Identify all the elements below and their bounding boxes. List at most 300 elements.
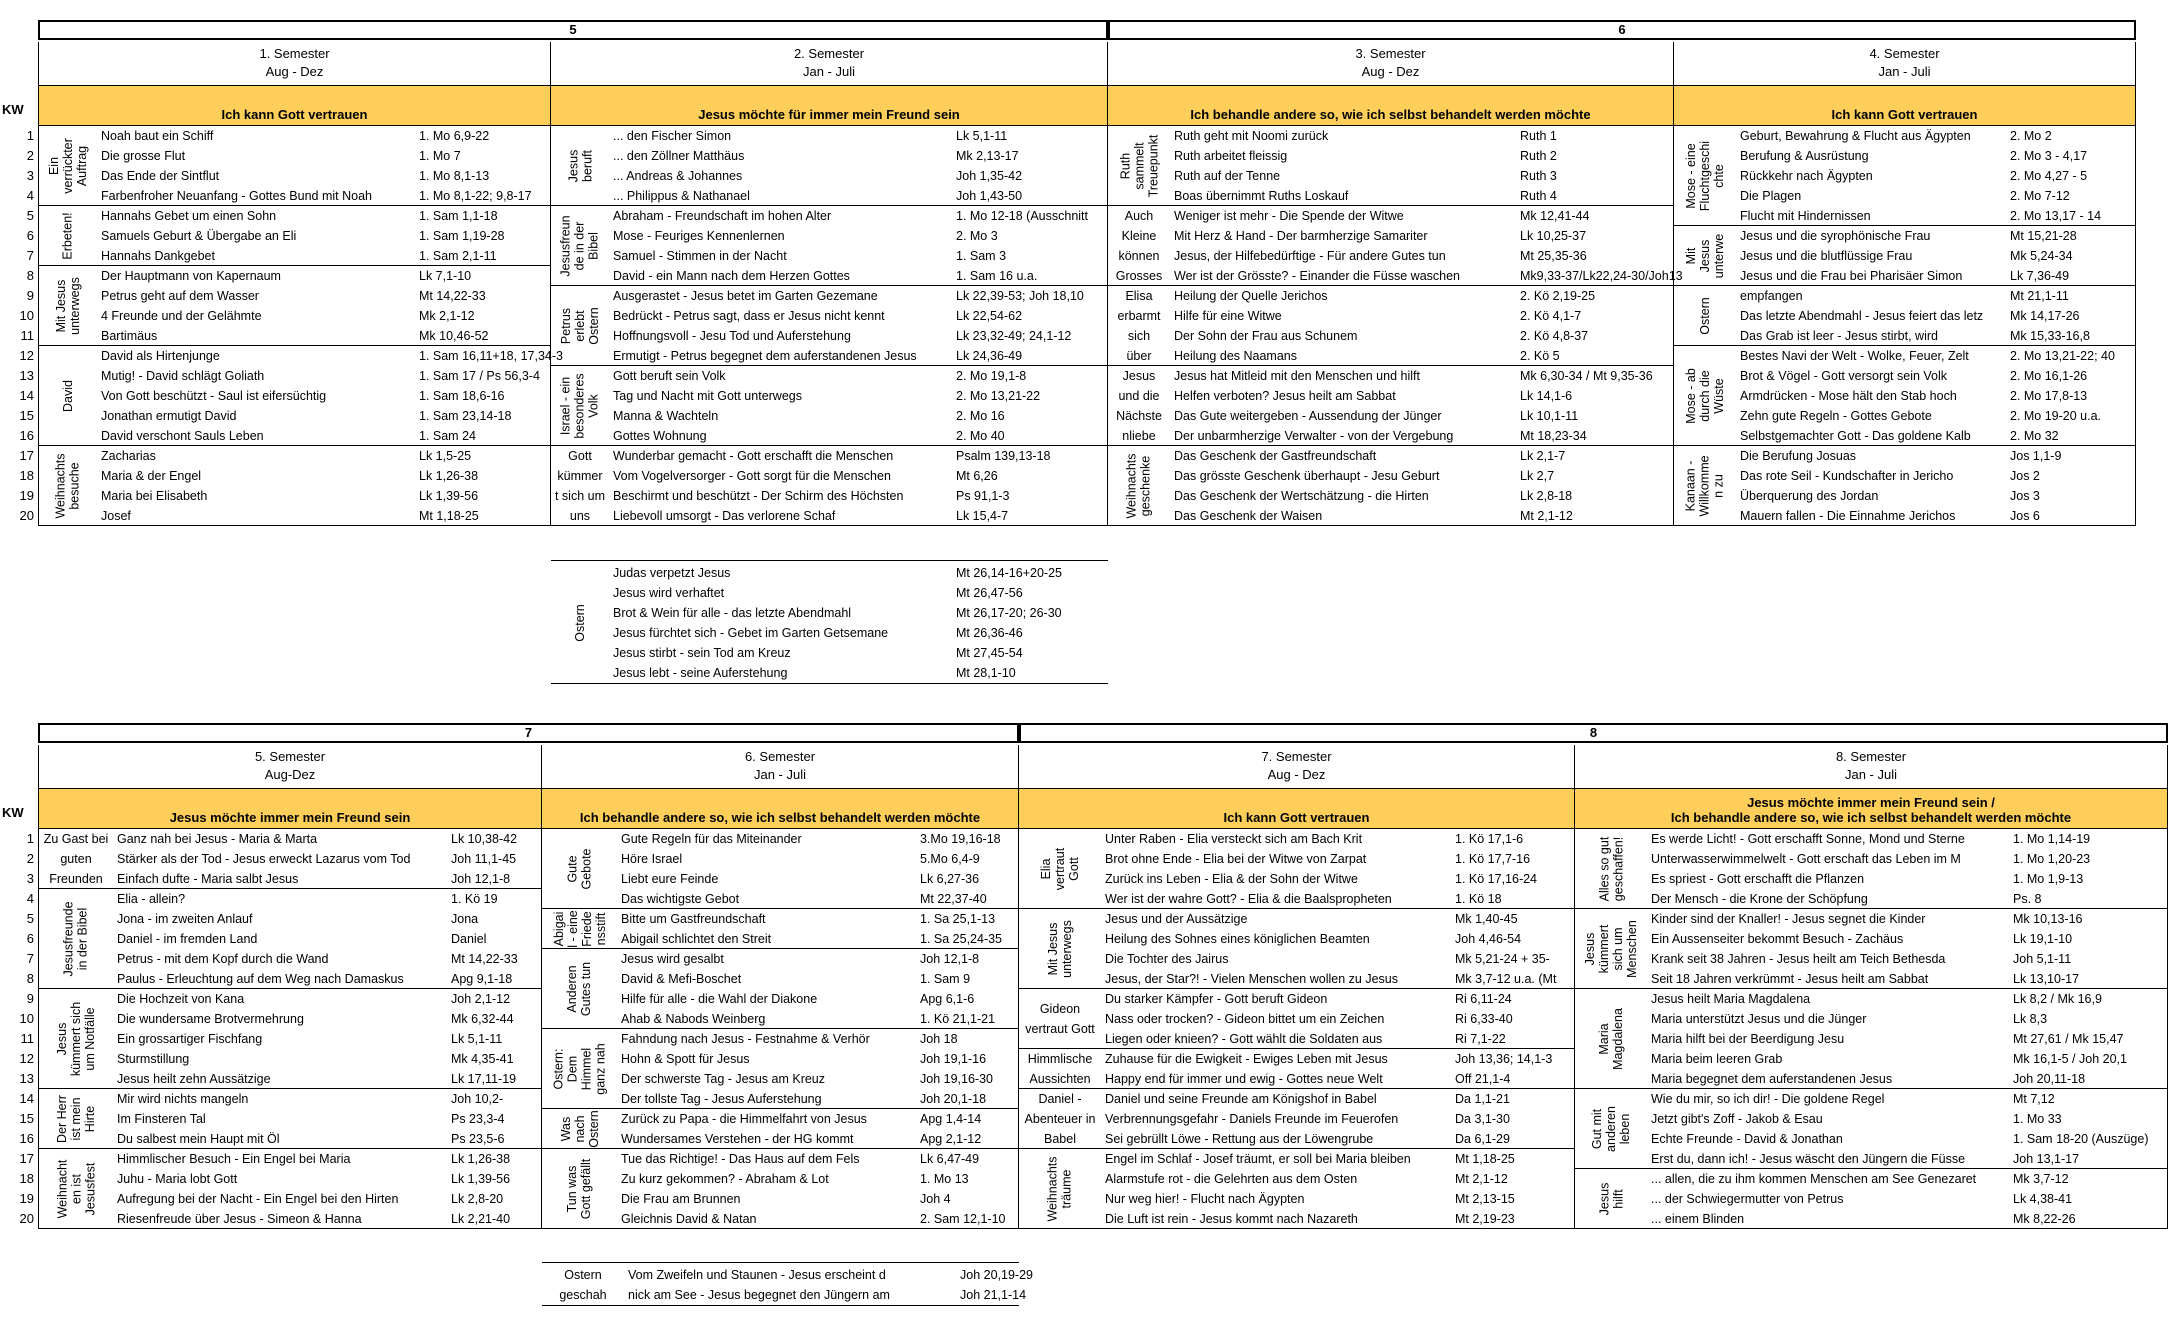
lesson-row	[1674, 286, 2135, 306]
lesson-title: Jesus fürchtet sich - Gebet im Garten Getsemane	[613, 626, 889, 640]
lesson-row	[39, 386, 550, 406]
group-label-text: Mit Jesus unterwe	[1683, 233, 1726, 278]
lesson-title: Hilfe für eine Witwe	[1174, 309, 1282, 323]
bible-reference: 1. Kö 19	[451, 892, 498, 906]
bible-reference: Ruth 2	[1520, 149, 1557, 163]
lesson-title: Hoffnungsvoll - Jesu Tod und Auferstehung	[613, 329, 851, 343]
group-label-text: Ostern: Dem Himmel ganz nah	[551, 1042, 608, 1095]
lesson-group	[1108, 206, 1683, 286]
lesson-title: Jesus wird verhaftet	[613, 586, 725, 600]
lesson-row	[39, 869, 541, 889]
bible-reference: Jos 6	[2010, 509, 2040, 523]
lesson-title: Berufung & Ausrüstung	[1740, 149, 1869, 163]
lesson-title: Einfach dufte - Maria salbt Jesus	[117, 872, 299, 886]
week-number: 20	[19, 508, 34, 523]
bible-reference: Joh 12,1-8	[451, 872, 511, 886]
semester-theme: Ich kann Gott vertrauen	[39, 86, 550, 126]
lesson-row	[551, 286, 1107, 306]
bible-reference: Mk 5,24-34	[2010, 249, 2073, 263]
bible-reference: Mk 1,40-45	[1455, 912, 1518, 926]
bible-reference: 2. Kö 4,8-37	[1520, 329, 1589, 343]
group-label-text: Alles so gut geschaffen!	[1597, 836, 1625, 901]
supplement-rows	[542, 1265, 1033, 1305]
week-number: 6	[26, 228, 34, 243]
lesson-title: Das letzte Abendmahl - Jesus feiert das letz	[1740, 309, 1984, 323]
bible-reference: 2. Mo 19,1-8	[956, 369, 1027, 383]
lesson-title: Bitte um Gastfreundschaft	[621, 912, 766, 926]
lesson-row	[1575, 869, 2167, 889]
lesson-group	[542, 829, 1018, 909]
bible-reference: 1. Sam 17 / Ps 56,3-4	[419, 369, 540, 383]
bible-reference: Mt 28,1-10	[956, 666, 1016, 680]
bible-reference: Lk 4,38-41	[2013, 1192, 2073, 1206]
lesson-title: Jesus und die Frau bei Pharisäer Simon	[1740, 269, 1963, 283]
week-number: 5	[26, 911, 34, 926]
lesson-title: ... den Fischer Simon	[613, 129, 732, 143]
bible-reference: Lk 7,1-10	[419, 269, 472, 283]
group-label-text: David	[61, 379, 75, 412]
bible-reference: Lk 15,4-7	[956, 509, 1009, 523]
lesson-title: nick am See - Jesus begegnet den Jüngern am	[628, 1288, 890, 1302]
lesson-title: Ganz nah bei Jesus - Maria & Marta	[117, 832, 318, 846]
lesson-title: Der Mensch - die Krone der Schöpfung	[1651, 892, 1868, 906]
lesson-title: Unter Raben - Elia versteckt sich am Bach Krit	[1105, 832, 1363, 846]
lesson-row	[1108, 406, 1673, 426]
bible-reference: Mt 27,61 / Mk 15,47	[2013, 1032, 2124, 1046]
lesson-title: Ruth auf der Tenne	[1174, 169, 1281, 183]
bible-reference: 1. Sam 2,1-11	[419, 249, 497, 263]
lesson-rows	[1575, 829, 2167, 1229]
bible-reference: Joh 13,1-17	[2013, 1152, 2080, 1166]
bible-reference: Mt 26,36-46	[956, 626, 1023, 640]
lesson-row	[1019, 949, 1574, 969]
lesson-title: Gott beruft sein Volk	[613, 369, 726, 383]
lesson-row	[1674, 206, 2135, 226]
bible-reference: Joh 10,2-	[451, 1092, 504, 1106]
week-number: 10	[19, 1011, 34, 1026]
bible-reference: 1. Sam 3	[956, 249, 1007, 263]
lesson-row	[39, 1109, 541, 1129]
bible-reference: Ruth 1	[1520, 129, 1557, 143]
semester-column	[38, 42, 563, 526]
lesson-title: 4 Freunde und der Gelähmte	[101, 309, 262, 323]
group-label-text: Abigai l - eine Friede nsstift	[551, 909, 608, 948]
bible-reference: Lk 2,7	[1520, 469, 1555, 483]
bible-reference: 3.Mo 19,16-18	[920, 832, 1001, 846]
semester-header	[39, 745, 541, 789]
lesson-row	[1108, 286, 1673, 306]
lesson-group	[39, 1149, 541, 1229]
lesson-title: Die Plagen	[1740, 189, 1802, 203]
lesson-title: ... Philippus & Nathanael	[613, 189, 750, 203]
bible-reference: 2. Mo 19-20 u.a.	[2010, 409, 2102, 423]
bible-reference: 1. Mo 8,1-13	[419, 169, 490, 183]
lesson-title: Das rote Seil - Kundschafter in Jericho	[1740, 469, 1954, 483]
week-number: 4	[26, 188, 34, 203]
lesson-row	[1674, 486, 2135, 506]
semester-theme: Ich kann Gott vertrauen	[1019, 789, 1574, 829]
bible-reference: 2. Mo 4,27 - 5	[2010, 169, 2088, 183]
lesson-row	[1575, 1009, 2167, 1029]
grade-header: 5	[38, 20, 1108, 40]
bible-reference: Ri 7,1-22	[1455, 1032, 1506, 1046]
bible-reference: Mt 27,45-54	[956, 646, 1023, 660]
lesson-title: Samuel - Stimmen in der Nacht	[613, 249, 787, 263]
lesson-group	[39, 989, 541, 1089]
group-label-text: Ein verrückter Auftrag	[46, 137, 89, 194]
bible-reference: Joh 21,1-14	[960, 1288, 1027, 1302]
bible-reference: Ruth 3	[1520, 169, 1557, 183]
bible-reference: Joh 4,46-54	[1455, 932, 1522, 946]
lesson-row	[39, 909, 541, 929]
lesson-row	[551, 126, 1107, 146]
lesson-row	[542, 1169, 1018, 1189]
semester-column	[1019, 745, 1575, 1229]
lesson-row	[542, 1029, 1018, 1049]
bible-reference: Lk 1,26-38	[451, 1152, 511, 1166]
lesson-row	[39, 126, 550, 146]
bible-reference: 2. Mo 17,8-13	[2010, 389, 2088, 403]
lesson-title: Bartimäus	[101, 329, 158, 343]
week-number: 13	[19, 1071, 34, 1086]
semester-column	[38, 745, 542, 1229]
lesson-row	[551, 306, 1107, 326]
lesson-title: Die Tochter des Jairus	[1105, 952, 1229, 966]
lesson-row	[1019, 989, 1574, 1009]
lesson-title: Paulus - Erleuchtung auf dem Weg nach Damaskus	[117, 972, 404, 986]
lesson-title: Vom Zweifeln und Staunen - Jesus erscheint d	[628, 1268, 886, 1282]
bible-reference: 1. Kö 18	[1455, 892, 1502, 906]
lesson-title: Höre Israel	[621, 852, 683, 866]
bible-reference: Mk 2,1-12	[419, 309, 475, 323]
week-number: 6	[26, 931, 34, 946]
bible-reference: 1. Kö 21,1-21	[920, 1012, 996, 1026]
lesson-title: Brot ohne Ende - Elia bei der Witwe von Zarpat	[1105, 852, 1367, 866]
lesson-title: Wundersames Verstehen - der HG kommt	[621, 1132, 854, 1146]
lesson-title: Ein grossartiger Fischfang	[117, 1032, 263, 1046]
lesson-row	[551, 466, 1107, 486]
lesson-title: Tue das Richtige! - Das Haus auf dem Fels	[621, 1152, 860, 1166]
bible-reference: 1. Sam 16 u.a.	[956, 269, 1038, 283]
lesson-row	[39, 446, 550, 466]
lesson-group	[1575, 829, 2167, 909]
semester-theme: Ich behandle andere so, wie ich selbst behandelt werden möchte	[1108, 86, 1673, 126]
bible-reference: Jos 1,1-9	[2010, 449, 2062, 463]
group-label-text: Israel - ein besonderes Volk	[559, 372, 602, 439]
lesson-title: Geburt, Bewahrung & Flucht aus Ägypten	[1740, 129, 1971, 143]
group-label-text: Mose - eine Fluchtgeschi chte	[1684, 140, 1726, 211]
lesson-title: David als Hirtenjunge	[101, 349, 220, 363]
week-number: 9	[26, 288, 34, 303]
lesson-title: Nass oder trocken? - Gideon bittet um ein Zeichen	[1105, 1012, 1385, 1026]
semester-header	[39, 42, 550, 86]
lesson-row	[39, 1209, 541, 1229]
lesson-title: Heilung der Quelle Jerichos	[1174, 289, 1328, 303]
bible-reference: Joh 5,1-11	[2013, 952, 2072, 966]
lesson-row	[39, 506, 550, 526]
semester-period: Jan - Juli	[753, 767, 807, 782]
bible-reference: Jos 3	[2010, 489, 2040, 503]
bible-reference: Mk 10,46-52	[419, 329, 489, 343]
group-label-text: Jesus und die Nächste nliebe	[1116, 368, 1162, 443]
lesson-title: Erst du, dann ich! - Jesus wäscht den Jüngern die Füsse	[1651, 1152, 1966, 1166]
lesson-group	[1674, 446, 2135, 526]
lesson-title: David & Mefi-Boschet	[621, 972, 742, 986]
lesson-title: Judas verpetzt Jesus	[613, 566, 731, 580]
bible-reference: Mk 8,22-26	[2013, 1212, 2076, 1226]
semester-theme: Jesus möchte immer mein Freund sein	[39, 789, 541, 829]
bible-reference: 1. Mo 1,20-23	[2013, 852, 2091, 866]
lesson-row	[1674, 466, 2135, 486]
week-number: 8	[26, 268, 34, 283]
group-label-text: Maria Magdalena	[1596, 1007, 1625, 1070]
week-number: 17	[19, 448, 34, 463]
bible-reference: Jona	[451, 912, 479, 926]
bible-reference: Joh 1,35-42	[956, 169, 1023, 183]
bible-reference: Ri 6,33-40	[1455, 1012, 1513, 1026]
lesson-row	[1575, 889, 2167, 909]
lesson-title: Die grosse Flut	[101, 149, 186, 163]
lesson-title: Das Geschenk der Wertschätzung - die Hirten	[1174, 489, 1429, 503]
semester-title: 1. Semester	[259, 46, 330, 61]
lesson-title: Maria unterstützt Jesus und die Jünger	[1651, 1012, 1867, 1026]
grade-header: 8	[1019, 723, 2168, 743]
lesson-row	[1019, 1169, 1574, 1189]
lesson-group	[542, 1265, 1033, 1305]
lesson-row	[1674, 306, 2135, 326]
bible-reference: Mk 2,13-17	[956, 149, 1019, 163]
week-number: 7	[26, 248, 34, 263]
week-number: 18	[19, 468, 34, 483]
lesson-title: Mit Herz & Hand - Der barmherzige Samariter	[1174, 229, 1428, 243]
bible-reference: Mk 5,21-24 + 35-	[1455, 952, 1550, 966]
lesson-title: Bestes Navi der Welt - Wolke, Feuer, Zelt	[1740, 349, 1969, 363]
semester-header	[1108, 42, 1673, 86]
lesson-row	[39, 1029, 541, 1049]
lesson-title: ... den Zöllner Matthäus	[613, 149, 745, 163]
lesson-row	[1108, 146, 1673, 166]
lesson-row	[39, 366, 550, 386]
lesson-title: Ahab & Nabods Weinberg	[621, 1012, 766, 1026]
lesson-row	[1575, 1189, 2167, 1209]
lesson-group	[1019, 829, 1574, 909]
group-label-text: Weihnachts besuche	[54, 452, 82, 519]
bible-reference: Mt 21,1-11	[2010, 289, 2069, 303]
group-label-text: Elia vertraut Gott	[1038, 847, 1081, 890]
lesson-title: Armdrücken - Mose hält den Stab hoch	[1740, 389, 1957, 403]
week-number: 4	[26, 891, 34, 906]
lesson-group	[551, 446, 1107, 526]
lesson-row	[1674, 186, 2135, 206]
lesson-row	[1108, 266, 1683, 286]
lesson-row	[1019, 869, 1574, 889]
lesson-row	[39, 829, 541, 849]
group-label-text: Himmlische Aussichten	[1027, 1051, 1093, 1086]
bible-reference: Lk 2,8-20	[451, 1192, 504, 1206]
lesson-title: Maria begegnet dem auferstandenen Jesus	[1651, 1072, 1893, 1086]
lesson-title: ... allen, die zu ihm kommen Menschen am See Genezaret	[1651, 1172, 1977, 1186]
bible-reference: 1. Mo 6,9-22	[419, 129, 490, 143]
lesson-row	[542, 1149, 1018, 1169]
lesson-title: Der schwerste Tag - Jesus am Kreuz	[621, 1072, 826, 1086]
week-number: 14	[19, 1091, 34, 1106]
bible-reference: 1. Mo 13	[920, 1172, 969, 1186]
bible-reference: Joh 12,1-8	[920, 952, 980, 966]
lesson-group	[39, 266, 550, 346]
bible-reference: Lk 2,21-40	[451, 1212, 511, 1226]
group-label-text: Mit Jesus unterwegs	[1046, 919, 1074, 978]
bible-reference: Mk 15,33-16,8	[2010, 329, 2090, 343]
week-number: 3	[26, 168, 34, 183]
bible-reference: 2. Mo 40	[956, 429, 1005, 443]
week-number: 16	[19, 1131, 34, 1146]
week-number: 13	[19, 368, 34, 383]
lesson-row	[39, 466, 550, 486]
week-number: 12	[19, 1051, 34, 1066]
semester-period: Aug - Dez	[265, 64, 324, 79]
bible-reference: 2. Mo 7-12	[2010, 189, 2070, 203]
lesson-title: Jesus und der Aussätzige	[1105, 912, 1248, 926]
lesson-title: Hohn & Spott für Jesus	[621, 1052, 750, 1066]
lesson-title: Unterwasserwimmelwelt - Gott erschaft das Leben im M	[1651, 852, 1961, 866]
lesson-row	[542, 1189, 1018, 1209]
lesson-title: Das Geschenk der Waisen	[1174, 509, 1323, 523]
semester-title: 6. Semester	[744, 749, 816, 764]
lesson-title: Der Sohn der Frau aus Schunem	[1174, 329, 1358, 343]
bible-reference: 1. Mo 33	[2013, 1112, 2062, 1126]
group-label-text: Der Herr ist mein Hirte	[54, 1094, 97, 1143]
lesson-row	[542, 889, 1018, 909]
bible-reference: Mt 15,21-28	[2010, 229, 2077, 243]
lesson-row	[1674, 346, 2135, 366]
week-number: 15	[19, 408, 34, 423]
semester-theme: Ich kann Gott vertrauen	[1674, 86, 2135, 126]
lesson-row	[39, 1189, 541, 1209]
lesson-row	[551, 166, 1107, 186]
lesson-title: Liegen oder knieen? - Gott wählt die Soldaten aus	[1105, 1032, 1383, 1046]
lesson-group	[1108, 366, 1673, 446]
lesson-title: Wunderbar gemacht - Gott erschafft die Menschen	[613, 449, 894, 463]
lesson-row	[39, 1129, 541, 1149]
group-label-text: Jesus hilft	[1597, 1182, 1625, 1215]
lesson-title: Liebt eure Feinde	[621, 872, 719, 886]
lesson-row	[1108, 226, 1673, 246]
bible-reference: 2. Mo 13,17 - 14	[2010, 209, 2102, 223]
lesson-row	[1019, 1129, 1574, 1149]
lesson-title: Beschirmt und beschützt - Der Schirm des Höchsten	[613, 489, 904, 503]
lesson-title: Ruth arbeitet fleissig	[1174, 149, 1288, 163]
group-label-text: Weihnachts geschenke	[1125, 452, 1153, 519]
group-label-text: Kanaan - Willkomme n zu	[1683, 454, 1726, 517]
lesson-row	[39, 1089, 541, 1109]
bible-reference: Joh 20,19-29	[960, 1268, 1033, 1282]
lesson-title: Du starker Kämpfer - Gott beruft Gideon	[1105, 992, 1328, 1006]
lesson-title: Mir wird nichts mangeln	[117, 1092, 249, 1106]
lesson-group	[1575, 1169, 2167, 1229]
lesson-row	[39, 849, 541, 869]
lesson-row	[1575, 969, 2167, 989]
bible-reference: Apg 1,4-14	[920, 1112, 982, 1126]
lesson-title: Riesenfreude über Jesus - Simeon & Hanna	[117, 1212, 362, 1226]
group-label-text: Tun was Gott gefällt	[565, 1158, 594, 1219]
lesson-row	[542, 1049, 1018, 1069]
lesson-group	[1019, 1149, 1574, 1229]
lesson-rows	[39, 126, 563, 526]
lesson-title: Im Finsteren Tal	[117, 1112, 206, 1126]
bible-reference: Joh 18	[920, 1032, 958, 1046]
lesson-row	[542, 1009, 1018, 1029]
lesson-row	[1674, 166, 2135, 186]
lesson-row	[1674, 266, 2135, 286]
bible-reference: Mt 26,14-16+20-25	[956, 566, 1062, 580]
lesson-row	[1575, 989, 2167, 1009]
bible-reference: Lk 17,11-19	[451, 1072, 517, 1086]
semester-theme: Ich behandle andere so, wie ich selbst behandelt werden möchte	[542, 789, 1018, 829]
lesson-row	[551, 246, 1107, 266]
lesson-title: Das grösste Geschenk überhaupt - Jesu Geburt	[1174, 469, 1440, 483]
lesson-row	[1108, 486, 1673, 506]
bible-reference: 1. Kö 17,16-24	[1455, 872, 1538, 886]
bible-reference: Da 1,1-21	[1455, 1092, 1510, 1106]
lesson-title: Das wichtigste Gebot	[621, 892, 740, 906]
lesson-row	[1108, 346, 1673, 366]
lesson-title: Jesus lebt - seine Auferstehung	[613, 666, 788, 680]
bible-reference: 2. Mo 2	[2010, 129, 2052, 143]
lesson-title: Brot & Wein für alle - das letzte Abendmahl	[613, 606, 852, 620]
lesson-title: ... Andreas & Johannes	[613, 169, 743, 183]
lesson-title: Flucht mit Hindernissen	[1740, 209, 1871, 223]
lesson-rows	[542, 829, 1018, 1229]
lesson-title: Daniel - im fremden Land	[117, 932, 258, 946]
lesson-title: Maria hilft bei der Beerdigung Jesu	[1651, 1032, 1845, 1046]
lesson-title: Samuels Geburt & Übergabe an Eli	[101, 229, 297, 243]
lesson-title: Die Luft ist rein - Jesus kommt nach Nazareth	[1105, 1212, 1358, 1226]
group-label-text: Was nach Ostern	[558, 1109, 601, 1148]
group-label-text: Gut mit anderen leben	[1590, 1105, 1632, 1152]
lesson-row	[1019, 1089, 1574, 1109]
lesson-row	[1019, 1149, 1574, 1169]
bible-reference: Lk 14,1-6	[1520, 389, 1573, 403]
lesson-group	[1019, 989, 1574, 1049]
lesson-group	[551, 126, 1107, 206]
bible-reference: Mt 26,17-20; 26-30	[956, 606, 1062, 620]
lesson-title: Petrus - mit dem Kopf durch die Wand	[117, 952, 329, 966]
bible-reference: 1. Sam 16,11+18, 17,34-3	[419, 349, 563, 363]
bible-reference: Lk 1,26-38	[419, 469, 479, 483]
lesson-title: Zurück zu Papa - die Himmelfahrt von Jesus	[621, 1112, 867, 1126]
lesson-title: Ausgerastet - Jesus betet im Garten Gezemane	[613, 289, 878, 303]
bible-reference: Ps 23,3-4	[451, 1112, 505, 1126]
group-label-text: Petrus erlebt Ostern	[558, 306, 601, 345]
lesson-row	[551, 583, 1108, 603]
bible-reference: Lk 2,1-7	[1520, 449, 1566, 463]
lesson-row	[1019, 1029, 1574, 1049]
lesson-group	[551, 563, 1108, 683]
lesson-title: Engel im Schlaf - Josef träumt, er soll bei Maria bleiben	[1105, 1152, 1411, 1166]
lesson-title: Sei gebrüllt Löwe - Rettung aus der Löwengrube	[1105, 1132, 1374, 1146]
bible-reference: 2. Kö 2,19-25	[1520, 289, 1596, 303]
bible-reference: Lk 13,10-17	[2013, 972, 2080, 986]
lesson-title: Himmlischer Besuch - Ein Engel bei Maria	[117, 1152, 351, 1166]
semester-period: Aug-Dez	[264, 767, 316, 782]
lesson-row	[1575, 1069, 2167, 1089]
lesson-row	[39, 1069, 541, 1089]
lesson-title: Jonathan ermutigt David	[101, 409, 237, 423]
lesson-row	[39, 346, 563, 366]
lesson-title: Helfen verboten? Jesus heilt am Sabbat	[1174, 389, 1396, 403]
lesson-row	[551, 446, 1107, 466]
lesson-row	[39, 1169, 541, 1189]
